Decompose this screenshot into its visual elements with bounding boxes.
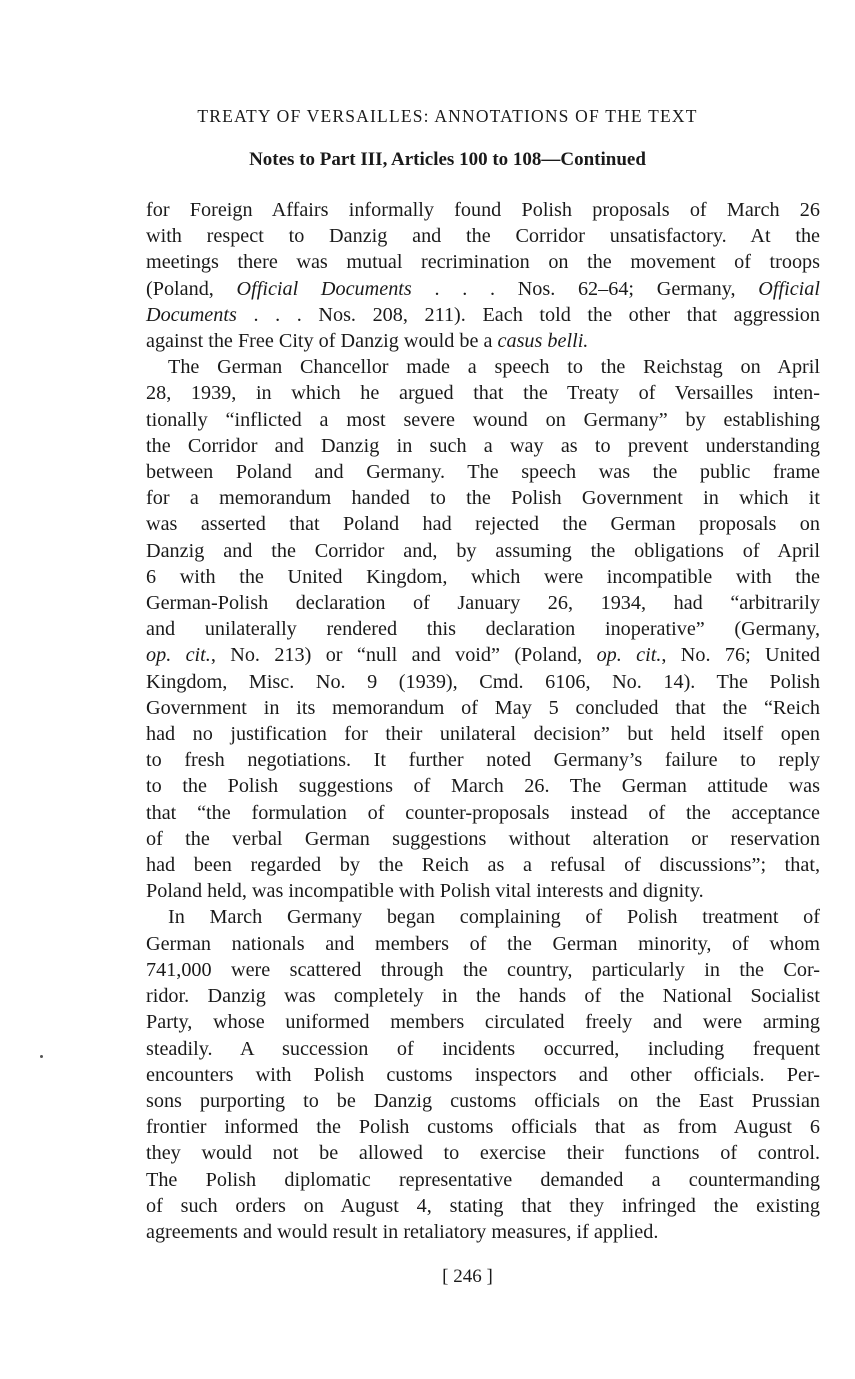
text-line bbox=[146, 826, 820, 852]
italic-text: Official bbox=[758, 277, 820, 300]
text-line bbox=[146, 1114, 820, 1140]
text-run: that “the formulation of counter-proposals instead of the acceptance bbox=[146, 801, 820, 824]
text-line bbox=[146, 747, 820, 773]
section-title: Notes to Part III, Articles 100 to 108—Continued bbox=[249, 149, 646, 170]
text-line bbox=[146, 721, 820, 747]
page-number: [ 246 ] bbox=[442, 1266, 493, 1287]
text-line bbox=[146, 616, 820, 642]
text-line bbox=[146, 983, 820, 1009]
italic-text: op. cit. bbox=[146, 644, 211, 667]
text-line bbox=[146, 957, 820, 983]
text-run: was asserted that Poland had rejected the German proposals on bbox=[146, 513, 820, 536]
text-line bbox=[146, 485, 820, 511]
text-run: steadily. A succession of incidents occurred, including frequent bbox=[146, 1037, 820, 1060]
text-line bbox=[146, 852, 820, 878]
text-line bbox=[146, 1193, 820, 1219]
text-run: 6 with the United Kingdom, which were incompatible with the bbox=[146, 565, 820, 588]
text-run: to fresh negotiations. It further noted Germany’s failure to reply bbox=[146, 749, 820, 772]
text-line bbox=[146, 511, 820, 537]
text-run: between Poland and Germany. The speech was the public frame bbox=[146, 461, 820, 484]
text-line bbox=[146, 1140, 820, 1166]
text-run: 28, 1939, in which he argued that the Treaty of Versailles inten- bbox=[146, 382, 820, 405]
italic-text: casus belli. bbox=[497, 330, 589, 353]
text-run: Poland held, was incompatible with Polish vital interests and dignity. bbox=[146, 880, 704, 903]
running-head: TREATY OF VERSAILLES: ANNOTATIONS OF THE TEXT bbox=[197, 106, 698, 126]
text-run: for a memorandum handed to the Polish Government in which it bbox=[146, 487, 820, 510]
italic-text: op. cit. bbox=[596, 644, 662, 667]
text-run: for Foreign Affairs informally found Polish proposals of March 26 bbox=[146, 199, 820, 221]
paragraph bbox=[146, 197, 820, 354]
text-run: Party, whose uniformed members circulated freely and were arming bbox=[146, 1011, 820, 1034]
text-line bbox=[146, 249, 820, 275]
text-line bbox=[146, 1088, 820, 1114]
text-line bbox=[146, 538, 820, 564]
text-line bbox=[146, 1167, 820, 1193]
italic-text: Official Documents bbox=[236, 277, 412, 300]
text-run: with respect to Danzig and the Corridor unsatisfactory. At the bbox=[146, 225, 820, 248]
text-run: encounters with Polish customs inspectors and other officials. Per- bbox=[146, 1063, 820, 1086]
text-run: against the Free City of Danzig would be a bbox=[146, 330, 498, 353]
text-line bbox=[146, 669, 820, 695]
paragraph bbox=[146, 904, 820, 1245]
text-line bbox=[146, 878, 820, 904]
text-line bbox=[146, 433, 820, 459]
text-line bbox=[146, 197, 820, 223]
text-line bbox=[146, 459, 820, 485]
text-run: tionally “inflicted a most severe wound on Germany” by establishing bbox=[146, 408, 820, 431]
body-text bbox=[146, 197, 820, 1245]
text-line bbox=[146, 328, 820, 354]
text-run: . . . Nos. 208, 211). Each told the other that aggression bbox=[236, 303, 820, 326]
text-run: they would not be allowed to exercise their functions of control. bbox=[146, 1142, 820, 1165]
text-run: agreements and would result in retaliatory measures, if applied. bbox=[146, 1220, 659, 1243]
text-line bbox=[146, 773, 820, 799]
text-run: and unilaterally rendered this declaration inoperative” (Germany, bbox=[146, 618, 820, 641]
text-line bbox=[146, 1219, 820, 1245]
text-run: Kingdom, Misc. No. 9 (1939), Cmd. 6106, No. 14). The Polish bbox=[146, 670, 820, 693]
text-line bbox=[146, 1062, 820, 1088]
text-line bbox=[146, 642, 820, 668]
text-line bbox=[146, 276, 820, 302]
text-run: meetings there was mutual recrimination on the movement of troops bbox=[146, 251, 820, 274]
text-line bbox=[146, 800, 820, 826]
text-run: The German Chancellor made a speech to the Reichstag on April bbox=[168, 356, 820, 379]
text-line bbox=[146, 223, 820, 249]
text-line bbox=[146, 380, 820, 406]
text-line bbox=[146, 302, 820, 328]
text-line bbox=[146, 1036, 820, 1062]
text-run: , No. 213) or “null and void” (Poland, bbox=[210, 644, 597, 667]
text-run: . . . Nos. 62–64; Germany, bbox=[411, 277, 759, 300]
text-run: The Polish diplomatic representative demanded a countermanding bbox=[146, 1168, 820, 1191]
text-line bbox=[146, 904, 820, 930]
text-run: frontier informed the Polish customs officials that as from August 6 bbox=[146, 1116, 820, 1139]
paragraph bbox=[146, 354, 820, 904]
text-run: of such orders on August 4, stating that they infringed the existing bbox=[146, 1194, 820, 1217]
text-run: ridor. Danzig was completely in the hands of the National Socialist bbox=[146, 985, 820, 1008]
text-run: German nationals and members of the German minority, of whom bbox=[146, 932, 820, 955]
text-line bbox=[146, 1009, 820, 1035]
text-run: Government in its memorandum of May 5 concluded that the “Reich bbox=[146, 696, 820, 719]
text-run: had no justification for their unilateral decision” but held itself open bbox=[146, 723, 820, 746]
text-run: sons purporting to be Danzig customs officials on the East Prussian bbox=[146, 1089, 820, 1112]
text-line bbox=[146, 590, 820, 616]
italic-text: Documents bbox=[146, 303, 237, 326]
text-run: to the Polish suggestions of March 26. The German attitude was bbox=[146, 775, 820, 798]
text-run: (Poland, bbox=[146, 277, 237, 300]
text-run: German-Polish declaration of January 26, 1934, had “arbitrarily bbox=[146, 592, 820, 615]
text-run: Danzig and the Corridor and, by assuming the obligations of April bbox=[146, 539, 820, 562]
stray-mark bbox=[40, 1055, 43, 1058]
text-line bbox=[146, 407, 820, 433]
text-run: , No. 76; United bbox=[661, 644, 820, 667]
text-run: had been regarded by the Reich as a refusal of discussions”; that, bbox=[146, 854, 820, 877]
text-line bbox=[146, 564, 820, 590]
text-line bbox=[146, 931, 820, 957]
text-run: of the verbal German suggestions without alteration or reservation bbox=[146, 827, 820, 850]
text-line bbox=[146, 695, 820, 721]
text-line bbox=[146, 354, 820, 380]
text-run: the Corridor and Danzig in such a way as to prevent understanding bbox=[146, 434, 820, 457]
text-run: In March Germany began complaining of Polish treatment of bbox=[168, 906, 820, 929]
text-run: 741,000 were scattered through the country, particularly in the Cor- bbox=[146, 958, 820, 981]
